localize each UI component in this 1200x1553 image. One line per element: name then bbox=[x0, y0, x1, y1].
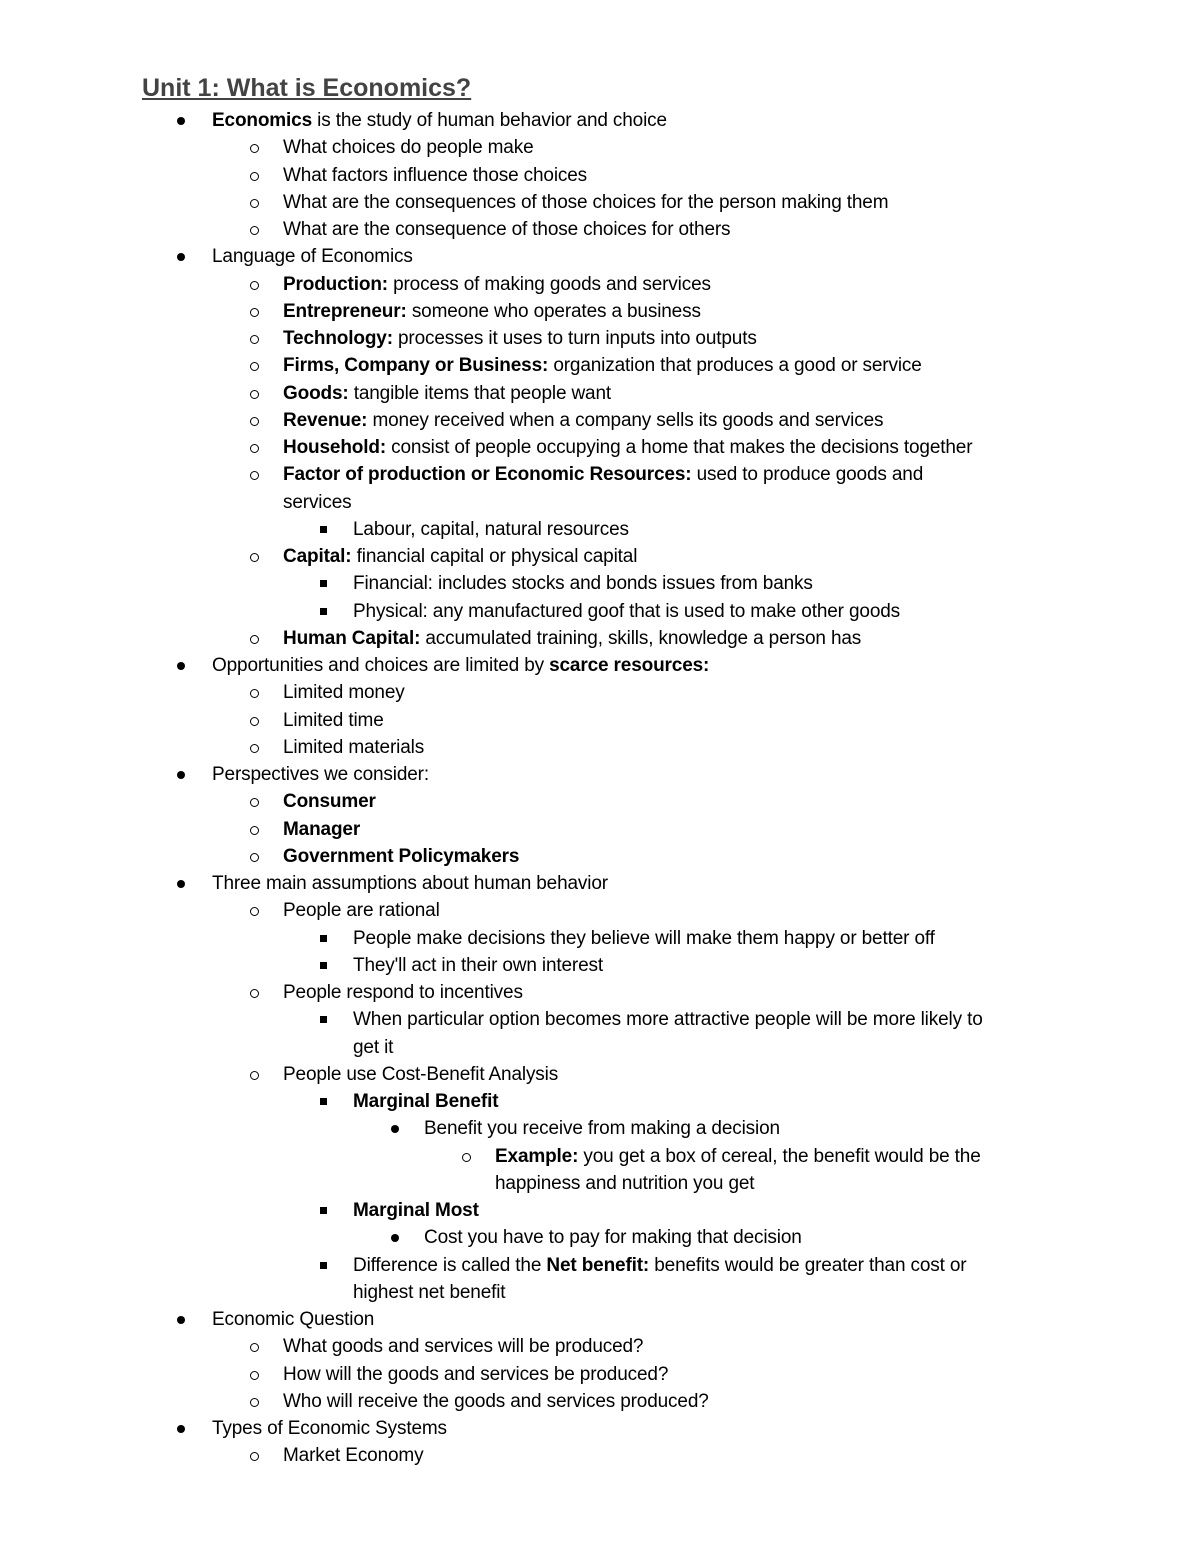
list-item bbox=[283, 216, 730, 243]
item-text: Economic Question bbox=[212, 1309, 375, 1330]
disc-bullet-icon bbox=[177, 880, 185, 888]
list-item bbox=[283, 461, 923, 488]
item-text: Labour, capital, natural resources bbox=[353, 518, 629, 540]
item-text: Types of Economic Systems bbox=[212, 1418, 447, 1439]
disc-bullet-icon bbox=[177, 662, 185, 670]
item-text: process of making goods and services bbox=[387, 273, 711, 295]
item-text: used to produce goods and bbox=[691, 464, 924, 486]
bold-term: scarce resources: bbox=[549, 655, 710, 676]
circle-bullet-icon bbox=[250, 281, 259, 290]
list-item bbox=[353, 1034, 393, 1061]
square-bullet-icon bbox=[320, 608, 327, 615]
list-item bbox=[353, 598, 900, 625]
item-text: accumulated training, skills, knowledge a person has bbox=[420, 627, 862, 649]
bold-term: Entrepreneur: bbox=[283, 300, 407, 322]
list-item bbox=[353, 1252, 966, 1279]
list-item bbox=[283, 543, 637, 570]
bold-term: Example: bbox=[495, 1145, 579, 1167]
list-item bbox=[283, 434, 972, 461]
list-item bbox=[283, 325, 757, 352]
bold-term: Marginal Most bbox=[353, 1200, 479, 1221]
item-text: is the study of human behavior and choice bbox=[312, 110, 667, 131]
list-item bbox=[283, 707, 384, 734]
item-text: happiness and nutrition you get bbox=[495, 1172, 755, 1194]
item-text: someone who operates a business bbox=[406, 300, 701, 322]
item-text: services bbox=[283, 491, 352, 513]
list-item bbox=[212, 243, 413, 270]
list-item bbox=[212, 761, 429, 788]
list-item bbox=[283, 1361, 668, 1388]
list-item bbox=[283, 189, 888, 216]
circle-bullet-icon bbox=[250, 717, 259, 726]
list-item bbox=[283, 1333, 643, 1360]
list-item bbox=[495, 1143, 981, 1170]
disc-bullet-icon bbox=[391, 1125, 399, 1133]
list-item bbox=[283, 298, 701, 325]
square-bullet-icon bbox=[320, 1098, 327, 1105]
item-text: get it bbox=[353, 1036, 394, 1058]
square-bullet-icon bbox=[320, 580, 327, 587]
list-item bbox=[212, 107, 667, 134]
circle-bullet-icon bbox=[250, 1071, 259, 1080]
bold-term: Capital: bbox=[283, 546, 352, 567]
list-item bbox=[353, 925, 935, 952]
item-text: Limited money bbox=[283, 682, 405, 704]
item-text: They'll act in their own interest bbox=[353, 954, 604, 976]
list-item bbox=[283, 489, 351, 516]
circle-bullet-icon bbox=[250, 907, 259, 916]
circle-bullet-icon bbox=[250, 199, 259, 208]
circle-bullet-icon bbox=[250, 471, 259, 480]
square-bullet-icon bbox=[320, 962, 327, 969]
item-text: Cost you have to pay for making that decision bbox=[424, 1227, 802, 1249]
item-text: What are the consequence of those choices for others bbox=[283, 219, 731, 240]
square-bullet-icon bbox=[320, 1016, 327, 1023]
circle-bullet-icon bbox=[250, 853, 259, 862]
item-text: Limited time bbox=[283, 709, 384, 731]
disc-bullet-icon bbox=[177, 771, 185, 779]
list-item bbox=[283, 816, 360, 843]
item-text: consist of people occupying a home that makes the decisions together bbox=[386, 437, 973, 458]
item-text: benefits would be greater than cost or bbox=[649, 1254, 967, 1276]
bold-term: Economics bbox=[212, 110, 313, 131]
item-text: People respond to incentives bbox=[283, 982, 523, 1003]
item-text: money received when a company sells its goods and services bbox=[367, 409, 884, 431]
disc-bullet-icon bbox=[177, 253, 185, 261]
item-text: financial capital or physical capital bbox=[351, 546, 638, 567]
circle-bullet-icon bbox=[250, 1371, 259, 1380]
item-text: Language of Economics bbox=[212, 246, 413, 268]
bold-term: Marginal Benefit bbox=[353, 1091, 499, 1112]
circle-bullet-icon bbox=[250, 689, 259, 698]
list-item bbox=[212, 652, 709, 679]
item-text: When particular option becomes more attractive people will be more likely to bbox=[353, 1009, 983, 1031]
item-text: Three main assumptions about human behavior bbox=[212, 873, 608, 894]
circle-bullet-icon bbox=[250, 417, 259, 426]
item-text: organization that produces a good or service bbox=[548, 355, 922, 377]
item-text: Market Economy bbox=[283, 1445, 424, 1467]
item-text: Financial: includes stocks and bonds issues from banks bbox=[353, 573, 813, 595]
list-item bbox=[424, 1224, 802, 1251]
item-text: you get a box of cereal, the benefit would be the bbox=[578, 1145, 981, 1167]
item-text: People are rational bbox=[283, 900, 440, 922]
list-item bbox=[283, 734, 424, 761]
item-text: Who will receive the goods and services produced? bbox=[283, 1390, 709, 1412]
circle-bullet-icon bbox=[250, 1398, 259, 1407]
list-item bbox=[283, 979, 523, 1006]
circle-bullet-icon bbox=[250, 144, 259, 153]
item-text: Benefit you receive from making a decision bbox=[424, 1118, 780, 1140]
bold-term: Production: bbox=[283, 273, 388, 295]
item-text: Limited materials bbox=[283, 736, 425, 758]
list-item bbox=[353, 952, 603, 979]
item-text: What are the consequences of those choices for the person making them bbox=[283, 191, 889, 213]
list-item bbox=[353, 1006, 983, 1033]
list-item bbox=[353, 1279, 505, 1306]
bold-term: Consumer bbox=[283, 791, 376, 813]
disc-bullet-icon bbox=[391, 1234, 399, 1242]
item-text: Perspectives we consider: bbox=[212, 764, 429, 785]
circle-bullet-icon bbox=[250, 390, 259, 399]
disc-bullet-icon bbox=[177, 117, 185, 125]
list-item bbox=[212, 1415, 447, 1442]
item-text: People make decisions they believe will make them happy or better off bbox=[353, 927, 935, 949]
list-item bbox=[353, 516, 629, 543]
circle-bullet-icon bbox=[250, 362, 259, 371]
item-text: What goods and services will be produced? bbox=[283, 1336, 644, 1358]
bold-term: Goods: bbox=[283, 382, 349, 404]
bold-term: Household: bbox=[283, 437, 386, 458]
item-text: highest net benefit bbox=[353, 1281, 506, 1303]
circle-bullet-icon bbox=[250, 444, 259, 453]
bold-term: Factor of production or Economic Resources: bbox=[283, 464, 692, 486]
circle-bullet-icon bbox=[250, 1343, 259, 1352]
list-item bbox=[283, 134, 533, 161]
circle-bullet-icon bbox=[250, 798, 259, 807]
square-bullet-icon bbox=[320, 935, 327, 942]
list-item bbox=[283, 625, 861, 652]
list-item bbox=[283, 788, 376, 815]
circle-bullet-icon bbox=[250, 335, 259, 344]
bold-term: Human Capital: bbox=[283, 627, 421, 649]
page-title: Unit 1: What is Economics? bbox=[142, 74, 472, 102]
item-text: People use Cost-Benefit Analysis bbox=[283, 1063, 559, 1085]
square-bullet-icon bbox=[320, 526, 327, 533]
item-text: tangible items that people want bbox=[348, 382, 612, 404]
list-item bbox=[424, 1115, 780, 1142]
list-item bbox=[283, 271, 711, 298]
circle-bullet-icon bbox=[250, 553, 259, 562]
disc-bullet-icon bbox=[177, 1316, 185, 1324]
circle-bullet-icon bbox=[250, 172, 259, 181]
item-text: What factors influence those choices bbox=[283, 164, 588, 186]
bold-term: Technology: bbox=[283, 328, 393, 349]
list-item bbox=[283, 1442, 423, 1469]
item-text: Physical: any manufactured goof that is used to make other goods bbox=[353, 600, 901, 622]
list-item bbox=[283, 380, 611, 407]
list-item bbox=[283, 1388, 709, 1415]
circle-bullet-icon bbox=[250, 635, 259, 644]
list-item bbox=[283, 407, 883, 434]
item-text: processes it uses to turn inputs into outputs bbox=[392, 328, 757, 349]
circle-bullet-icon bbox=[250, 226, 259, 235]
disc-bullet-icon bbox=[177, 1425, 185, 1433]
circle-bullet-icon bbox=[250, 1452, 259, 1461]
circle-bullet-icon bbox=[250, 826, 259, 835]
list-item bbox=[283, 679, 405, 706]
item-text: Opportunities and choices are limited by bbox=[212, 655, 550, 676]
circle-bullet-icon bbox=[462, 1153, 471, 1162]
bold-term: Firms, Company or Business: bbox=[283, 355, 549, 377]
list-item bbox=[212, 870, 608, 897]
list-item bbox=[283, 897, 440, 924]
list-item bbox=[283, 162, 587, 189]
item-text: What choices do people make bbox=[283, 137, 534, 159]
square-bullet-icon bbox=[320, 1207, 327, 1214]
list-item bbox=[212, 1306, 374, 1333]
circle-bullet-icon bbox=[250, 744, 259, 753]
bold-term: Manager bbox=[283, 818, 361, 840]
list-item bbox=[353, 1197, 479, 1224]
bold-term: Government Policymakers bbox=[283, 845, 520, 867]
list-item bbox=[495, 1170, 754, 1197]
list-item bbox=[353, 1088, 498, 1115]
list-item bbox=[283, 1061, 558, 1088]
item-text: Difference is called the bbox=[353, 1254, 547, 1276]
item-text: How will the goods and services be produced? bbox=[283, 1363, 669, 1385]
bold-term: Net benefit: bbox=[546, 1254, 650, 1276]
list-item bbox=[283, 352, 922, 379]
circle-bullet-icon bbox=[250, 989, 259, 998]
list-item bbox=[353, 570, 813, 597]
list-item bbox=[283, 843, 519, 870]
circle-bullet-icon bbox=[250, 308, 259, 317]
square-bullet-icon bbox=[320, 1262, 327, 1269]
bold-term: Revenue: bbox=[283, 409, 368, 431]
